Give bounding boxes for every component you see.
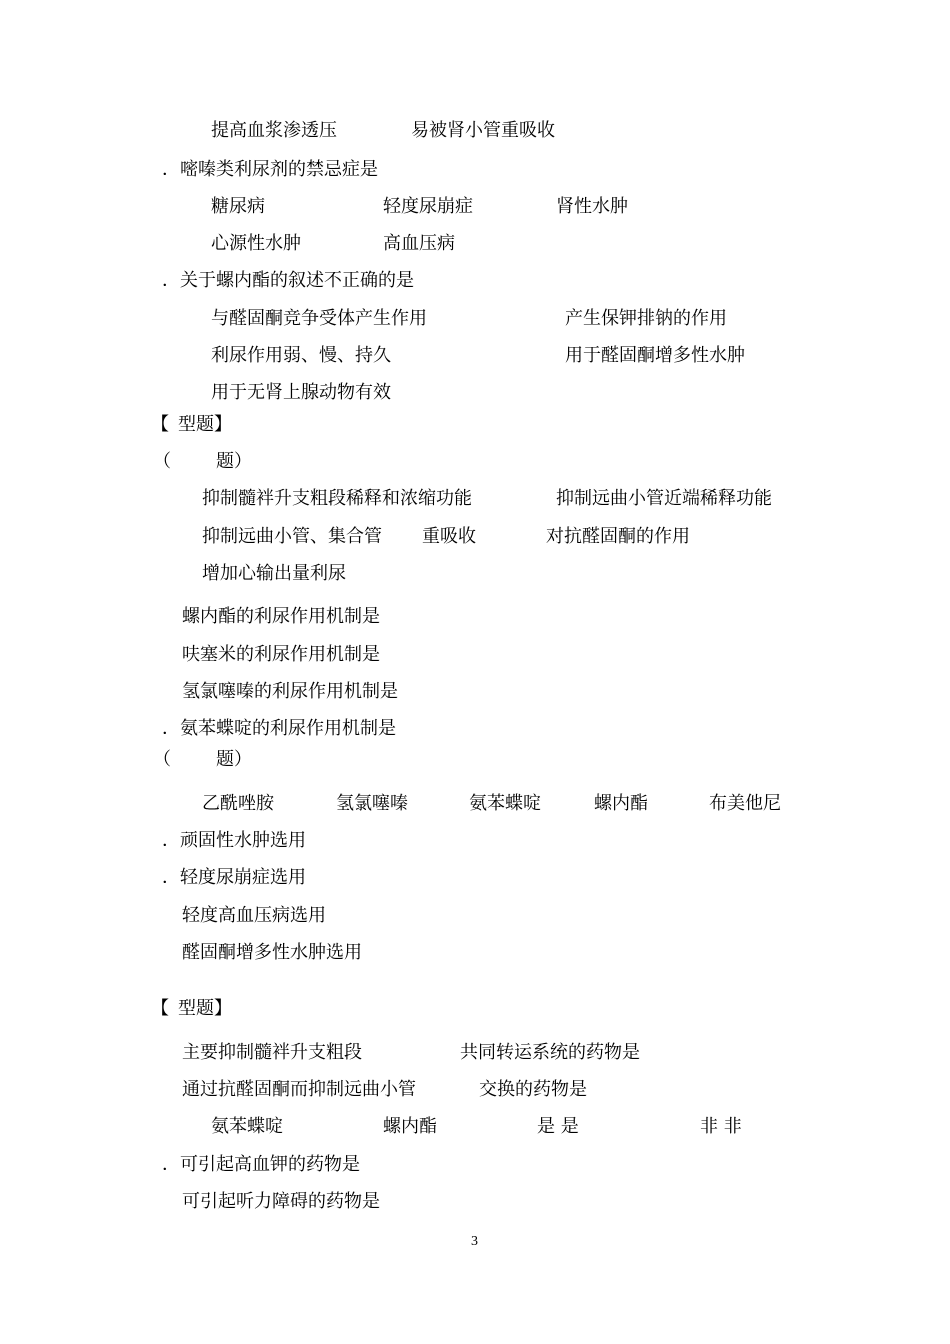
option-text: 抑制髓袢升支粗段稀释和浓缩功能 [202, 488, 472, 509]
option-text: 螺内酯 [594, 793, 648, 814]
group-label: 题） [216, 749, 252, 770]
section-heading: 【 [151, 998, 169, 1019]
option-text: 布美他尼 [709, 793, 781, 814]
section-heading: 型题】 [178, 414, 232, 435]
option-text: 氨苯蝶啶 [211, 1116, 283, 1137]
question-text: 共同转运系统的药物是 [460, 1042, 640, 1063]
group-label: （ [153, 749, 171, 770]
option-text: 螺内酯 [383, 1116, 437, 1137]
option-text: 抑制远曲小管、集合管 [202, 526, 382, 547]
option-text: 是 是 [537, 1116, 579, 1137]
option-text: 产生保钾排钠的作用 [565, 308, 727, 329]
group-label: 题） [216, 451, 252, 472]
question-text: ．轻度尿崩症选用 [162, 867, 306, 888]
option-text: 抑制远曲小管近端稀释功能 [556, 488, 772, 509]
option-text: 与醛固酮竞争受体产生作用 [211, 308, 427, 329]
page-number: 3 [471, 1234, 478, 1249]
question-text: 交换的药物是 [479, 1079, 587, 1100]
option-text: 轻度尿崩症 [383, 196, 473, 217]
question-text: ．关于螺内酯的叙述不正确的是 [162, 270, 414, 291]
section-heading: 型题】 [178, 998, 232, 1019]
question-text: 可引起听力障碍的药物是 [182, 1191, 380, 1212]
question-text: ．顽固性水肿选用 [162, 830, 306, 851]
question-text: 主要抑制髓袢升支粗段 [182, 1042, 362, 1063]
option-text: 乙酰唑胺 [202, 793, 274, 814]
question-text: 醛固酮增多性水肿选用 [182, 942, 362, 963]
option-text: 易被肾小管重吸收 [411, 120, 555, 141]
group-label: （ [153, 451, 171, 472]
option-text: 糖尿病 [211, 196, 265, 217]
option-text: 肾性水肿 [556, 196, 628, 217]
option-text: 增加心输出量利尿 [202, 563, 346, 584]
question-text: 轻度高血压病选用 [182, 905, 326, 926]
option-text: 用于醛固酮增多性水肿 [565, 345, 745, 366]
option-text: 心源性水肿 [211, 233, 301, 254]
question-text: ．氨苯蝶啶的利尿作用机制是 [162, 718, 396, 739]
option-text: 氢氯噻嗪 [336, 793, 408, 814]
option-text: 高血压病 [383, 233, 455, 254]
option-text: 用于无肾上腺动物有效 [211, 382, 391, 403]
option-text: 非 非 [700, 1116, 742, 1137]
question-text: 氢氯噻嗪的利尿作用机制是 [182, 681, 398, 702]
option-text: 重吸收 [422, 526, 476, 547]
option-text: 利尿作用弱、慢、持久 [211, 345, 391, 366]
question-text: 呋塞米的利尿作用机制是 [182, 644, 380, 665]
question-text: ．可引起高血钾的药物是 [162, 1154, 360, 1175]
option-text: 氨苯蝶啶 [469, 793, 541, 814]
question-text: 通过抗醛固酮而抑制远曲小管 [182, 1079, 416, 1100]
question-text: 螺内酯的利尿作用机制是 [182, 606, 380, 627]
section-heading: 【 [151, 414, 169, 435]
option-text: 提高血浆渗透压 [211, 120, 337, 141]
question-text: ．嘧嗪类利尿剂的禁忌症是 [162, 159, 378, 180]
option-text: 对抗醛固酮的作用 [546, 526, 690, 547]
